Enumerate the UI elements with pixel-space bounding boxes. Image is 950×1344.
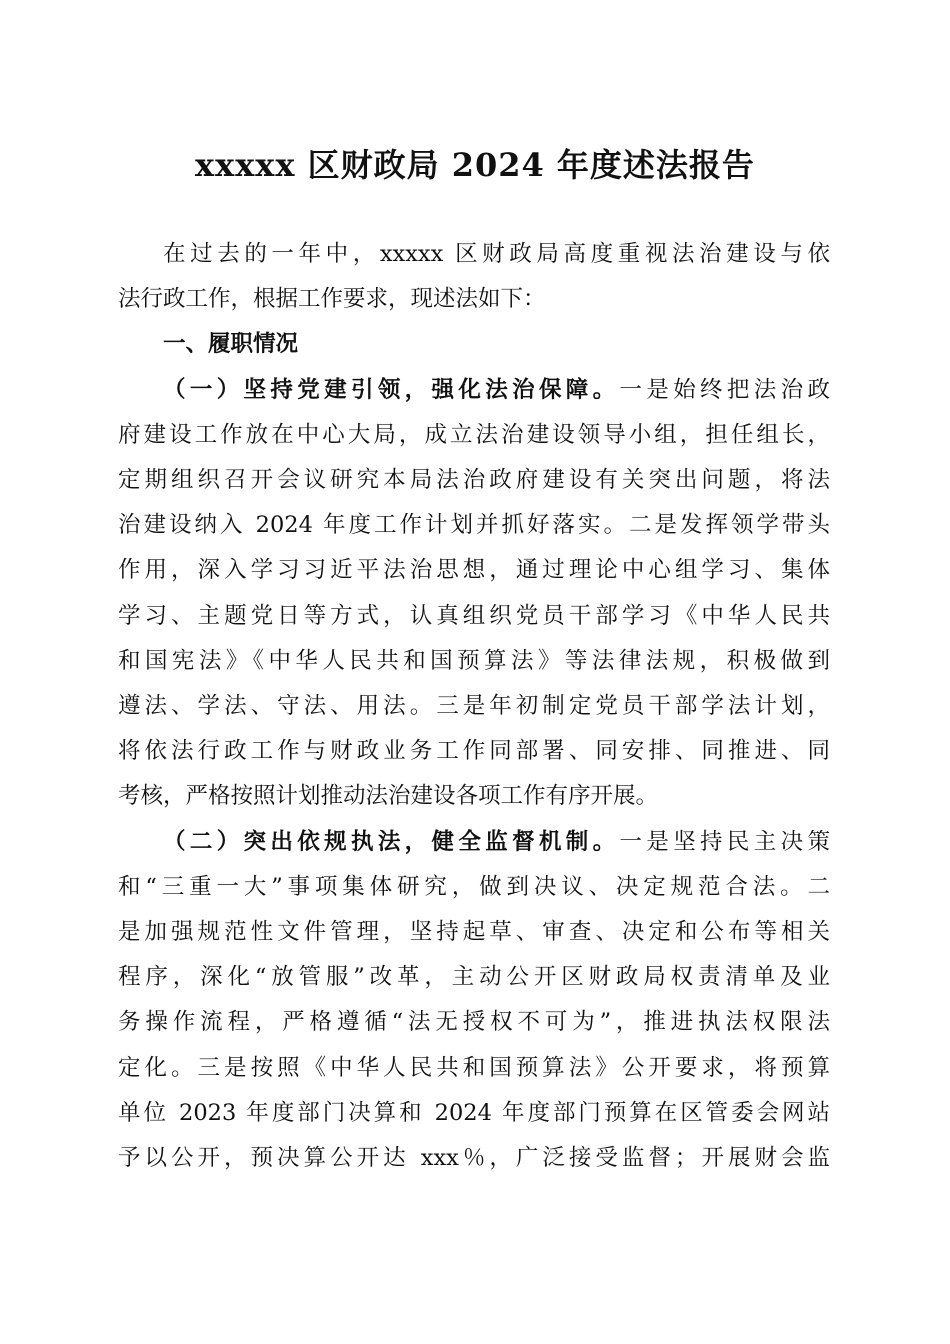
part1-line-8: 遵法、学法、守法、用法。三是年初制定党员干部学法计划， <box>118 693 830 720</box>
part1-first-line <box>118 368 830 413</box>
part2-first-line <box>118 820 830 865</box>
part1-line-2: 府建设工作放在中心大局，成立法治建设领导小组，担任组长， <box>118 421 830 448</box>
part2-line-7: 单位 2023 年度部门决算和 2024 年度部门预算在区管委会网站 <box>118 1099 830 1126</box>
section-heading-1: 一、履职情况 <box>163 331 299 358</box>
paragraph-part-2 <box>118 820 830 1182</box>
part2-line-8: 予以公开，预决算公开达 xxx％，广泛接受监督；开展财会监 <box>118 1145 830 1172</box>
document-title: xxxxx 区财政局 2024 年度述法报告 <box>195 146 755 184</box>
part2-line-5: 务操作流程，严格遵循“法无授权不可为”，推进执法权限法 <box>118 1009 830 1036</box>
part1-line-4: 治建设纳入 2024 年度工作计划并抓好落实。二是发挥领学带头 <box>118 512 830 539</box>
part2-line-2: 和“三重一大”事项集体研究，做到决议、决定规范合法。二 <box>118 873 830 900</box>
part1-line-5: 作用，深入学习习近平法治思想，通过理论中心组学习、集体 <box>118 557 830 584</box>
paragraph-part-1 <box>118 368 830 820</box>
part1-line-3: 定期组织召开会议研究本局法治政府建设有关突出问题，将法 <box>118 467 830 494</box>
intro-paragraph <box>118 232 830 322</box>
intro-line-2: 法行政工作，根据工作要求，现述法如下： <box>118 286 546 313</box>
part1-line-10: 考核，严格按照计划推动法治建设各项工作有序开展。 <box>118 783 659 810</box>
part1-line-1: 一是始终把法治政 <box>619 376 830 403</box>
intro-line-1: 在过去的一年中，xxxxx 区财政局高度重视法治建设与依 <box>163 241 830 267</box>
part1-line-6: 学习、主题党日等方式，认真组织党员干部学习《中华人民共 <box>118 602 830 629</box>
part2-line-4: 程序，深化“放管服”改革，主动公开区财政局权责清单及业 <box>118 964 830 991</box>
part2-lead: （二）突出依规执法，健全监督机制。 <box>163 828 620 855</box>
part1-line-9: 将依法行政工作与财政业务工作同部署、同安排、同推进、同 <box>118 738 830 765</box>
part1-lead: （一）坚持党建引领，强化法治保障。 <box>163 376 620 403</box>
document-body <box>118 232 830 1181</box>
part2-line-1: 一是坚持民主决策 <box>619 828 830 855</box>
part1-line-7: 和国宪法》《中华人民共和国预算法》等法律法规，积极做到 <box>118 647 830 674</box>
part2-line-3: 是加强规范性文件管理，坚持起草、审查、决定和公布等相关 <box>118 919 830 946</box>
part2-line-6: 定化。三是按照《中华人民共和国预算法》公开要求，将预算 <box>118 1054 830 1081</box>
